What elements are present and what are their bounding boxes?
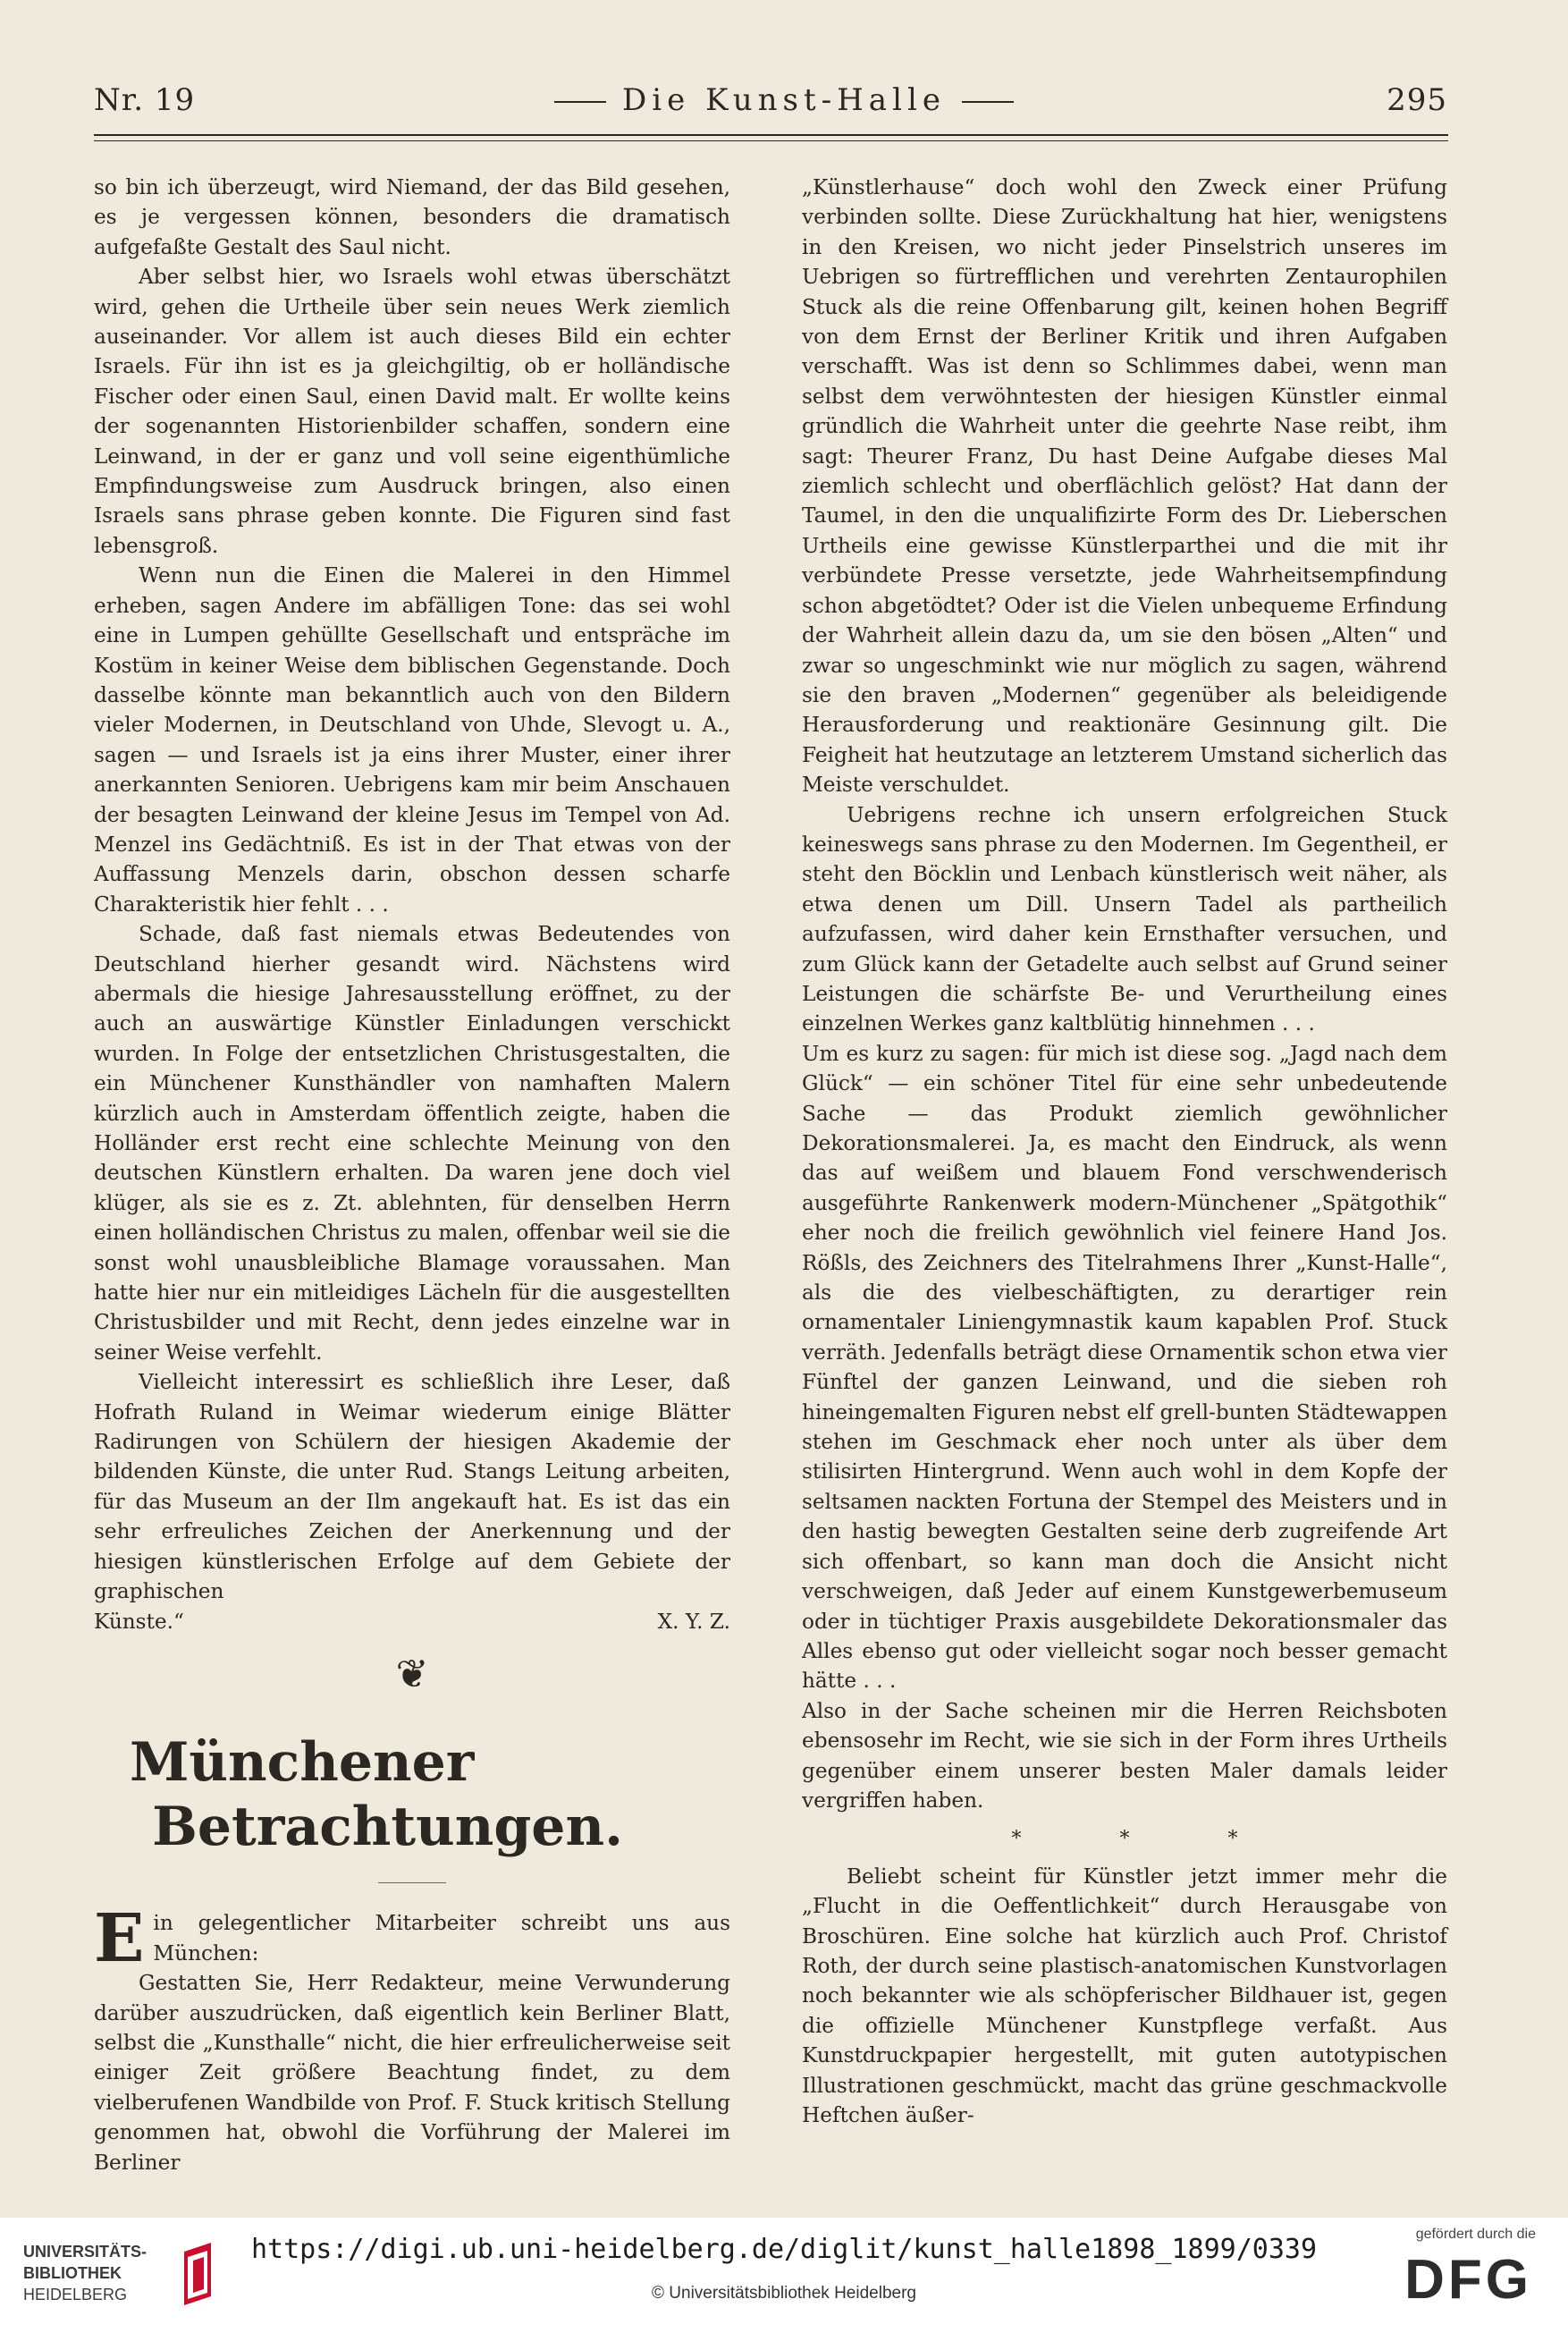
- paragraph: Aber selbst hier, wo Israels wohl etwas überschätzt wird, gehen die Urtheile über sein neues Werk ziemlich auseinander. Vor allem ist auch dieses Bild ein echter Israels. Für ihn ist es ja gleichgiltig, ob er holländische Fischer oder einen Saul, einen David malt. Er wollte keins der sogenannten Historienbilder schaffen, sondern eine Leinwand, in der er ganz und voll seine eigenthümliche Empfindungsweise zum Ausdruck bringen, also einen Israels sans phrase geben konnte. Die Figuren sind fast lebensgroß.: [94, 265, 730, 558]
- issue-number: Nr. 19: [94, 82, 196, 118]
- paragraph: Schade, daß fast niemals etwas Bedeutendes von Deutschland hierher gesandt wird. Nächstens wird abermals die hiesige Jahresausstellung eröffnet, zu der auch an auswärtige Künstler Einladungen verschickt wurden. In Folge der entsetzlichen Christusgestalten, die ein Münchener Kunsthändler von namhaften Malern kürzlich auch in Amsterdam öffentlich zeigte, haben die Holländer erst recht eine schlechte Meinung von den deutschen Künstlern erhalten. Da waren jene doch viel klüger, als sie es z. Zt. ablehnten, für denselben Herrn einen holländischen Christus zu malen, offenbar weil sie die sonst wohl unausbleibliche Blamage voraussahen. Man hatte hier nur ein mitleidiges Lächeln für die ausgestellten Christusbilder und mit Recht, denn jedes einzelne war in seiner Weise verfehlt.: [94, 922, 730, 1365]
- fleuron-ornament: ❦: [395, 1651, 429, 1697]
- library-name-line: HEIDELBERG: [23, 2286, 128, 2303]
- section-break-stars: [802, 1824, 1447, 1854]
- header-rule-thin: [94, 140, 1448, 141]
- funded-by-label: gefördert durch die: [1415, 2227, 1536, 2242]
- paragraph: Um es kurz zu sagen: für mich ist diese sog. „Jagd nach dem Glück“ — ein schöner Titel für eine sehr unbedeutende Sache — das Produkt ziemlich gewöhnlicher Dekorationsmalerei. Ja, es macht den Eindruck, als wenn das auf weißem und blauem Fond verschwenderisch ausgeführte Rankenwerk modern-Münchener „Spätgothik“ eher noch die freilich gewöhnlich viel feinere Hand Jos. Rößls, des Zeichners des Titelrahmens Ihrer „Kunst-Halle“, als die des vielbeschäftigten, zu derartiger rein ornamentaler Liniengymnastik kaum kapablen Prof. Stuck verräth. Jedenfalls beträgt diese Ornamentik schon etwa vier Fünftel der ganzen Leinwand, und die sieben roh hineingemalten Figuren nebst elf grell-bunten Städtewappen stehen im Geschmack eher noch unter als über dem stilisirten Hintergrund. Wenn auch wohl in dem Kopfe der seltsamen nackten Fortuna der Stempel des Meisters und in den hastig bewegten Gestalten seine derb zugreifende Art sich offenbart, so kann man doch die Ansicht nicht verschweigen, daß Jeder auf einem Kunstgewerbemuseum oder in tüchtiger Praxis ausgebildete Dekorationsmaler das Alles ebenso gut oder vielleicht sogar noch besser gemacht hätte . . .: [802, 1041, 1447, 1694]
- paragraph: Beliebt scheint für Künstler jetzt immer mehr die „Flucht in die Oeffentlichkeit“ durch Herausgabe von Broschüren. Eine solche hat kürzlich auch Prof. Christof Roth, der durch seine plastisch-anatomischen Kunstvorlagen noch bekannter wie als schöpferischer Bildhauer ist, gegen die offizielle Münchener Kunstpflege verfaßt. Aus Kunstdruckpapier hergestellt, mit guten autotypischen Illustrationen geschmückt, macht das grüne geschmackvolle Heftchen äußer-: [802, 1864, 1447, 2127]
- permalink[interactable]: https://digi.ub.uni-heidelberg.de/diglit/kunst_halle1898_1899/0339: [250, 2234, 1318, 2265]
- intro-first-line: in gelegentlicher Mitarbeiter schreibt uns aus München:: [153, 1911, 730, 1965]
- star: *: [1227, 1828, 1238, 1851]
- paragraph: Gestatten Sie, Herr Redakteur, meine Verwunderung darüber auszudrücken, daß eigentlich kein Berliner Blatt, selbst die „Kunsthalle“ nicht, die hier erfreulicherweise seit einiger Zeit größere Beachtung findet, zu dem vielberufenen Wandbilde von Prof. F. Stuck kritisch Stellung genommen hat, obwohl die Vorführung der Malerei im Berliner: [94, 1971, 730, 2175]
- article-title-line1: Münchener: [130, 1731, 475, 1795]
- library-name-line: BIBLIOTHEK: [23, 2264, 122, 2282]
- star: *: [1119, 1828, 1130, 1851]
- digitization-footer: [0, 2218, 1568, 2333]
- paragraph: Wenn nun die Einen die Malerei in den Himmel erheben, sagen Andere im abfälligen Tone: das sei wohl eine in Lumpen gehüllte Gesellschaft und entspräche im Kostüm in keiner Weise dem biblischen Gegenstande. Doch dasselbe könnte man bekanntlich auch von den Bildern vieler Modernen, in Deutschland von Uhde, Slevogt u. A., sagen — und Israels ist ja eins ihrer Muster, einer ihrer anerkannten Senioren. Uebrigens kam mir beim Anschauen der besagten Leinwand der kleine Jesus im Tempel von Ad. Menzel ins Gedächtniß. Es ist in der That etwas von der Auffassung Menzels darin, obschon dessen scharfe Charakteristik hier fehlt . . .: [94, 563, 730, 917]
- library-name-line: UNIVERSITÄTS-: [23, 2243, 148, 2261]
- ornament-left: [554, 101, 606, 103]
- intro-paragraph: [94, 1900, 730, 1978]
- signature: X. Y. Z.: [657, 1609, 730, 1634]
- star: *: [1011, 1828, 1022, 1851]
- page-number: 295: [1387, 82, 1447, 118]
- left-column: [94, 173, 730, 2177]
- article-title-line2: Betrachtungen.: [152, 1796, 623, 1859]
- drop-cap: E: [94, 1900, 145, 1978]
- ornament-right: [962, 101, 1014, 103]
- closing-line: [94, 1607, 730, 1636]
- paragraph: Uebrigens rechne ich unsern erfolgreichen Stuck keineswegs sans phrase zu den Modernen. Im Gegentheil, er steht den Böcklin und Lenbach künstlerisch weit näher, als etwa denen um Dill. Unsern Tadel als partheilich aufzufassen, wird daher kein Ernsthafter versuchen, und zum Glück kann der Getadelte auch selbst auf Grund seiner Leistungen die schärfste Be- und Verurtheilung eines einzelnen Werkes ganz kaltblütig hinnehmen . . .: [802, 802, 1447, 1036]
- paragraph: so bin ich überzeugt, wird Niemand, der das Bild gesehen, es je vergessen können, besonders die dramatisch aufgefaßte Gestalt des Saul nicht.: [94, 175, 730, 259]
- journal-title: [0, 82, 1568, 118]
- journal-title-text: Die Kunst-Halle: [622, 82, 946, 118]
- title-divider: [378, 1882, 446, 1883]
- article-title: [94, 1730, 730, 1859]
- closing-word: Künste.“: [94, 1609, 184, 1634]
- paragraph: „Künstlerhause“ doch wohl den Zweck einer Prüfung verbinden sollte. Diese Zurückhaltung hat hier, wenigstens in den Kreisen, wo nicht jeder Pinselstrich unseres im Uebrigen so fürtrefflichen und verehrten Zentaurophilen Stuck als die reine Offenbarung gilt, keinen hohen Begriff von dem Ernst der Berliner Kritik und ihren Aufgaben verschafft. Was ist denn so Schlimmes dabei, wenn man selbst dem verwöhntesten der hiesigen Künstler einmal gründlich die Wahrheit unter die geehrte Nase reibt, ihm sagt: Theurer Franz, Du hast Deine Aufgabe dieses Mal ziemlich schlecht und oberflächlich gelöst? Hat dann der Taumel, in den die unqualifizirte Form des Dr. Lieberschen Urtheils eine gewisse Künstlerparthei und die mit ihr verbündete Presse versetzte, jede Wahrheitsempfindung schon abgetödtet? Oder ist die Vielen unbequeme Erfindung der Wahrheit allein dazu da, um sie den bösen „Alten“ und zwar so ungeschminkt wie nur möglich zu sagen, während sie den braven „Modernen“ gegenüber als beleidigende Herausforderung und reaktionäre Gesinnung gilt. Die Feigheit hat heutzutage an letzterem Umstand sicherlich das Meiste verschuldet.: [802, 175, 1447, 798]
- copyright-notice: © Universitätsbibliothek Heidelberg: [652, 2284, 916, 2303]
- paragraph: Also in der Sache scheinen mir die Herren Reichsboten ebensosehr im Recht, wie sie sich in der Form ihres Urtheils gegenüber einem unserer besten Maler damals leider vergriffen haben.: [802, 1698, 1447, 1813]
- right-column: [802, 173, 1447, 2130]
- dfg-logo: DFG: [1404, 2249, 1532, 2311]
- paragraph: Vielleicht interessirt es schließlich ihre Leser, daß Hofrath Ruland in Weimar wiederum einige Blätter Radirungen von Schülern der hiesigen Akademie der bildenden Künste, die unter Rud. Stangs Leitung arbeiten, für das Museum an der Ilm angekauft hat. Es ist das ein sehr erfreuliches Zeichen der Anerkennung und der hiesigen künstlerischen Erfolge auf dem Gebiete der graphischen: [94, 1370, 730, 1604]
- header-rule: [94, 134, 1448, 136]
